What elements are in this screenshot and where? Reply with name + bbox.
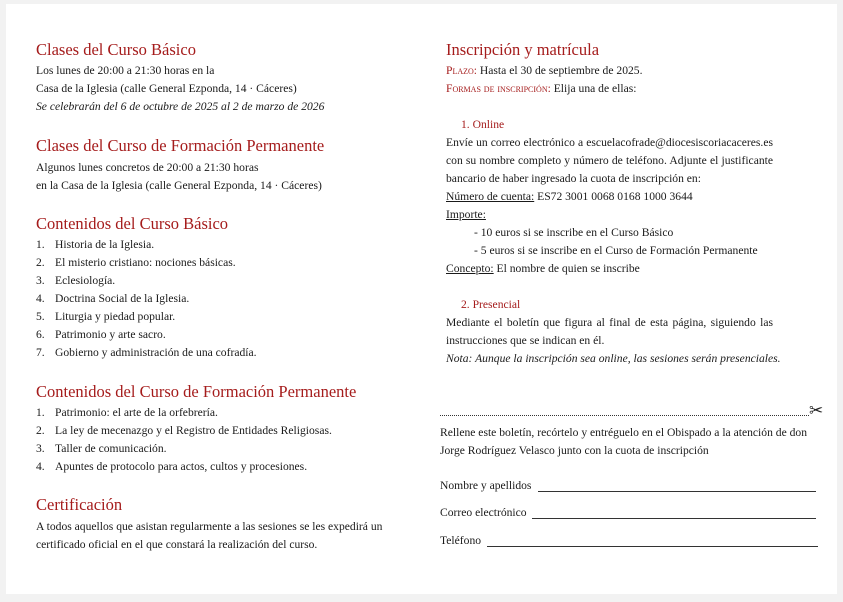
cut-line [440, 415, 809, 416]
bank-account: Número de cuenta: ES72 3001 0068 0168 1000 3644 [446, 190, 693, 203]
registration-title: Inscripción y matrícula [446, 40, 600, 59]
presencial-note: Nota: Aunque la inscripción sea online, las sesiones serán presenciales. [446, 352, 781, 365]
concept: Concepto: El nombre de quien se inscribe [446, 262, 640, 275]
online-heading: 1. Online [461, 118, 505, 131]
amount-label: Importe: [446, 208, 486, 221]
presencial-line: Mediante el boletín que figura al final de esta página, siguiendo las [446, 316, 773, 329]
list-item: 2. El misterio cristiano: nociones básicas. [36, 256, 236, 269]
field-label-name: Nombre y apellidos [440, 479, 532, 492]
presencial-heading: 2. Presencial [461, 298, 521, 311]
list-item: 3. Eclesiología. [36, 274, 116, 287]
permanent-classes-line: en la Casa de la Iglesia (calle General Ezponda, 14 · Cáceres) [36, 179, 322, 192]
scissors-icon: ✂ [809, 401, 824, 421]
field-label-email: Correo electrónico [440, 506, 527, 519]
permanent-classes-title: Clases del Curso de Formación Permanente [36, 136, 325, 155]
list-item: 1. Patrimonio: el arte de la orfebrería. [36, 406, 218, 419]
list-item: 7. Gobierno y administración de una cofradía. [36, 346, 257, 359]
list-item: 4. Apuntes de protocolo para actos, cultos y procesiones. [36, 460, 308, 473]
online-line: bancario de haber ingresado la cuota de inscripción en: [446, 172, 701, 185]
list-item: 1. Historia de la Iglesia. [36, 238, 155, 251]
email-field[interactable] [532, 518, 816, 519]
presencial-line: instrucciones que se indican en él. [446, 334, 605, 347]
certification-title: Certificación [36, 495, 123, 514]
basic-classes-title: Clases del Curso Básico [36, 40, 196, 59]
basic-classes-note: Se celebrarán del 6 de octubre de 2025 al 2 de marzo de 2026 [36, 100, 325, 113]
registration-forms: Formas de inscripción: Elija una de ellas: [446, 82, 637, 95]
amount-item: - 5 euros si se inscribe en el Curso de Formación Permanente [474, 244, 758, 257]
permanent-contents-title: Contenidos del Curso de Formación Permanente [36, 382, 357, 401]
online-line: con su nombre completo y número de teléfono. Adjunte el justificante [446, 154, 773, 167]
basic-classes-line: Los lunes de 20:00 a 21:30 horas en la [36, 64, 215, 77]
certification-line: A todos aquellos que asistan regularmente a las sesiones se les expedirá un [36, 520, 383, 533]
amount-item: - 10 euros si se inscribe en el Curso Básico [474, 226, 674, 239]
name-field[interactable] [538, 491, 816, 492]
field-label-phone: Teléfono [440, 534, 482, 547]
coupon-instructions: Rellene este boletín, recórtelo y entréguelo en el Obispado a la atención de don [440, 426, 807, 439]
list-item: 2. La ley de mecenazgo y el Registro de Entidades Religiosas. [36, 424, 332, 437]
online-line: Envíe un correo electrónico a escuelacofrade@diocesiscoriacaceres.es [446, 136, 773, 149]
coupon-instructions: Jorge Rodríguez Velasco junto con la cuota de inscripción [440, 444, 709, 457]
list-item: 5. Liturgia y piedad popular. [36, 310, 176, 323]
list-item: 6. Patrimonio y arte sacro. [36, 328, 166, 341]
list-item: 4. Doctrina Social de la Iglesia. [36, 292, 190, 305]
basic-classes-line: Casa de la Iglesia (calle General Ezponda, 14 · Cáceres) [36, 82, 297, 95]
deadline: Plazo: Hasta el 30 de septiembre de 2025. [446, 64, 643, 77]
permanent-classes-line: Algunos lunes concretos de 20:00 a 21:30 horas [36, 161, 259, 174]
list-item: 3. Taller de comunicación. [36, 442, 167, 455]
phone-field[interactable] [487, 546, 818, 547]
certification-line: certificado oficial en el que constará la realización del curso. [36, 538, 318, 551]
basic-contents-title: Contenidos del Curso Básico [36, 214, 229, 233]
brochure-page [6, 4, 837, 594]
